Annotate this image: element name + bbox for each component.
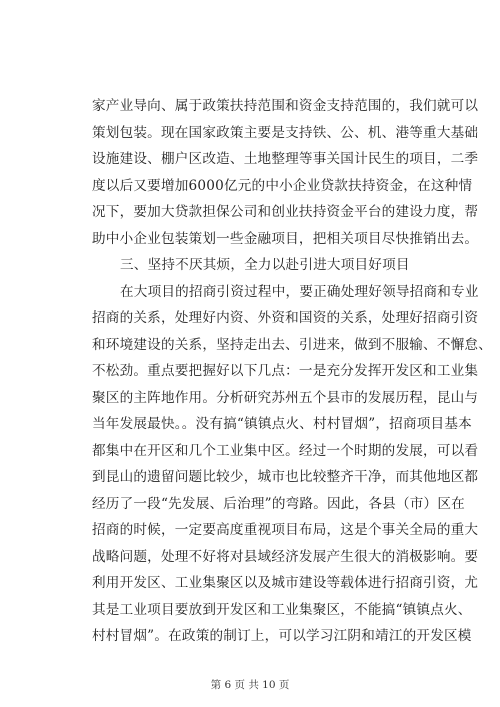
paragraph-line: 招商的时候，一定要高度重视项目布局，这是个事关全局的重大 — [92, 522, 479, 538]
paragraph-line: 经历了一段“先发展、后治理”的弯路。因此，各县（市）区在 — [92, 495, 465, 512]
section-heading: 三、坚持不厌其烦，全力以赴引进大项目好项目 — [120, 257, 410, 273]
paragraph-line: 聚区的主阵地作用。分析研究苏州五个县市的发展历程，昆山与 — [92, 389, 479, 406]
paragraph-line: 家产业导向、属于政策扶持范围和资金支持范围的，我们就可以 — [92, 98, 479, 114]
paragraph-line: 和环境建设的关系，坚持走出去、引进来，做到不服输、不懈怠、 — [92, 336, 493, 353]
paragraph-line: 招商的关系，处理好内资、外资和国资的关系，处理好招商引资 — [92, 310, 479, 326]
paragraph-line: 其是工业项目要放到开发区和工业集聚区，不能搞“镇镇点火、 — [92, 601, 472, 618]
paragraph-line: 在大项目的招商引资过程中，要正确处理好领导招商和专业 — [120, 283, 479, 300]
paragraph-line: 战略问题，处理不好将对县域经济发展产生很大的消极影响。要 — [92, 548, 479, 565]
paragraph-line: 利用开发区、工业集聚区以及城市建设等载体进行招商引资，尤 — [92, 575, 479, 591]
paragraph-line: 到昆山的遗留问题比较少，城市也比较整齐干净，而其他地区都 — [92, 469, 479, 485]
paragraph-line: 助中小企业包装策划一些金融项目，把相关项目尽快推销出去。 — [92, 230, 479, 247]
paragraph-line: 当年发展最快。。没有搞“镇镇点火、村村冒烟”，招商项目基本 — [92, 416, 472, 432]
paragraph-line: 况下，要加大贷款担保公司和创业扶持资金平台的建设力度，帮 — [92, 204, 479, 220]
paragraph-line: 设施建设、棚户区改造、土地整理等事关国计民生的项目，二季 — [92, 151, 479, 167]
body-text — [92, 93, 493, 650]
paragraph-line: 度以后又要增加6000亿元的中小企业贷款扶持资金，在这种情 — [92, 177, 473, 194]
page-number-footer: 第 6 页 共 10 页 — [210, 679, 290, 691]
paragraph-line: 村村冒烟”。在政策的制订上，可以学习江阴和靖江的开发区模 — [92, 628, 472, 644]
paragraph-line: 都集中在开区和几个工业集中区。经过一个时期的发展，可以看 — [92, 442, 479, 459]
paragraph-line: 不松劲。重点要把握好以下几点：一是充分发挥开发区和工业集 — [92, 363, 479, 379]
paragraph-line: 策划包装。现在国家政策主要是支持铁、公、机、港等重大基础 — [92, 124, 479, 141]
